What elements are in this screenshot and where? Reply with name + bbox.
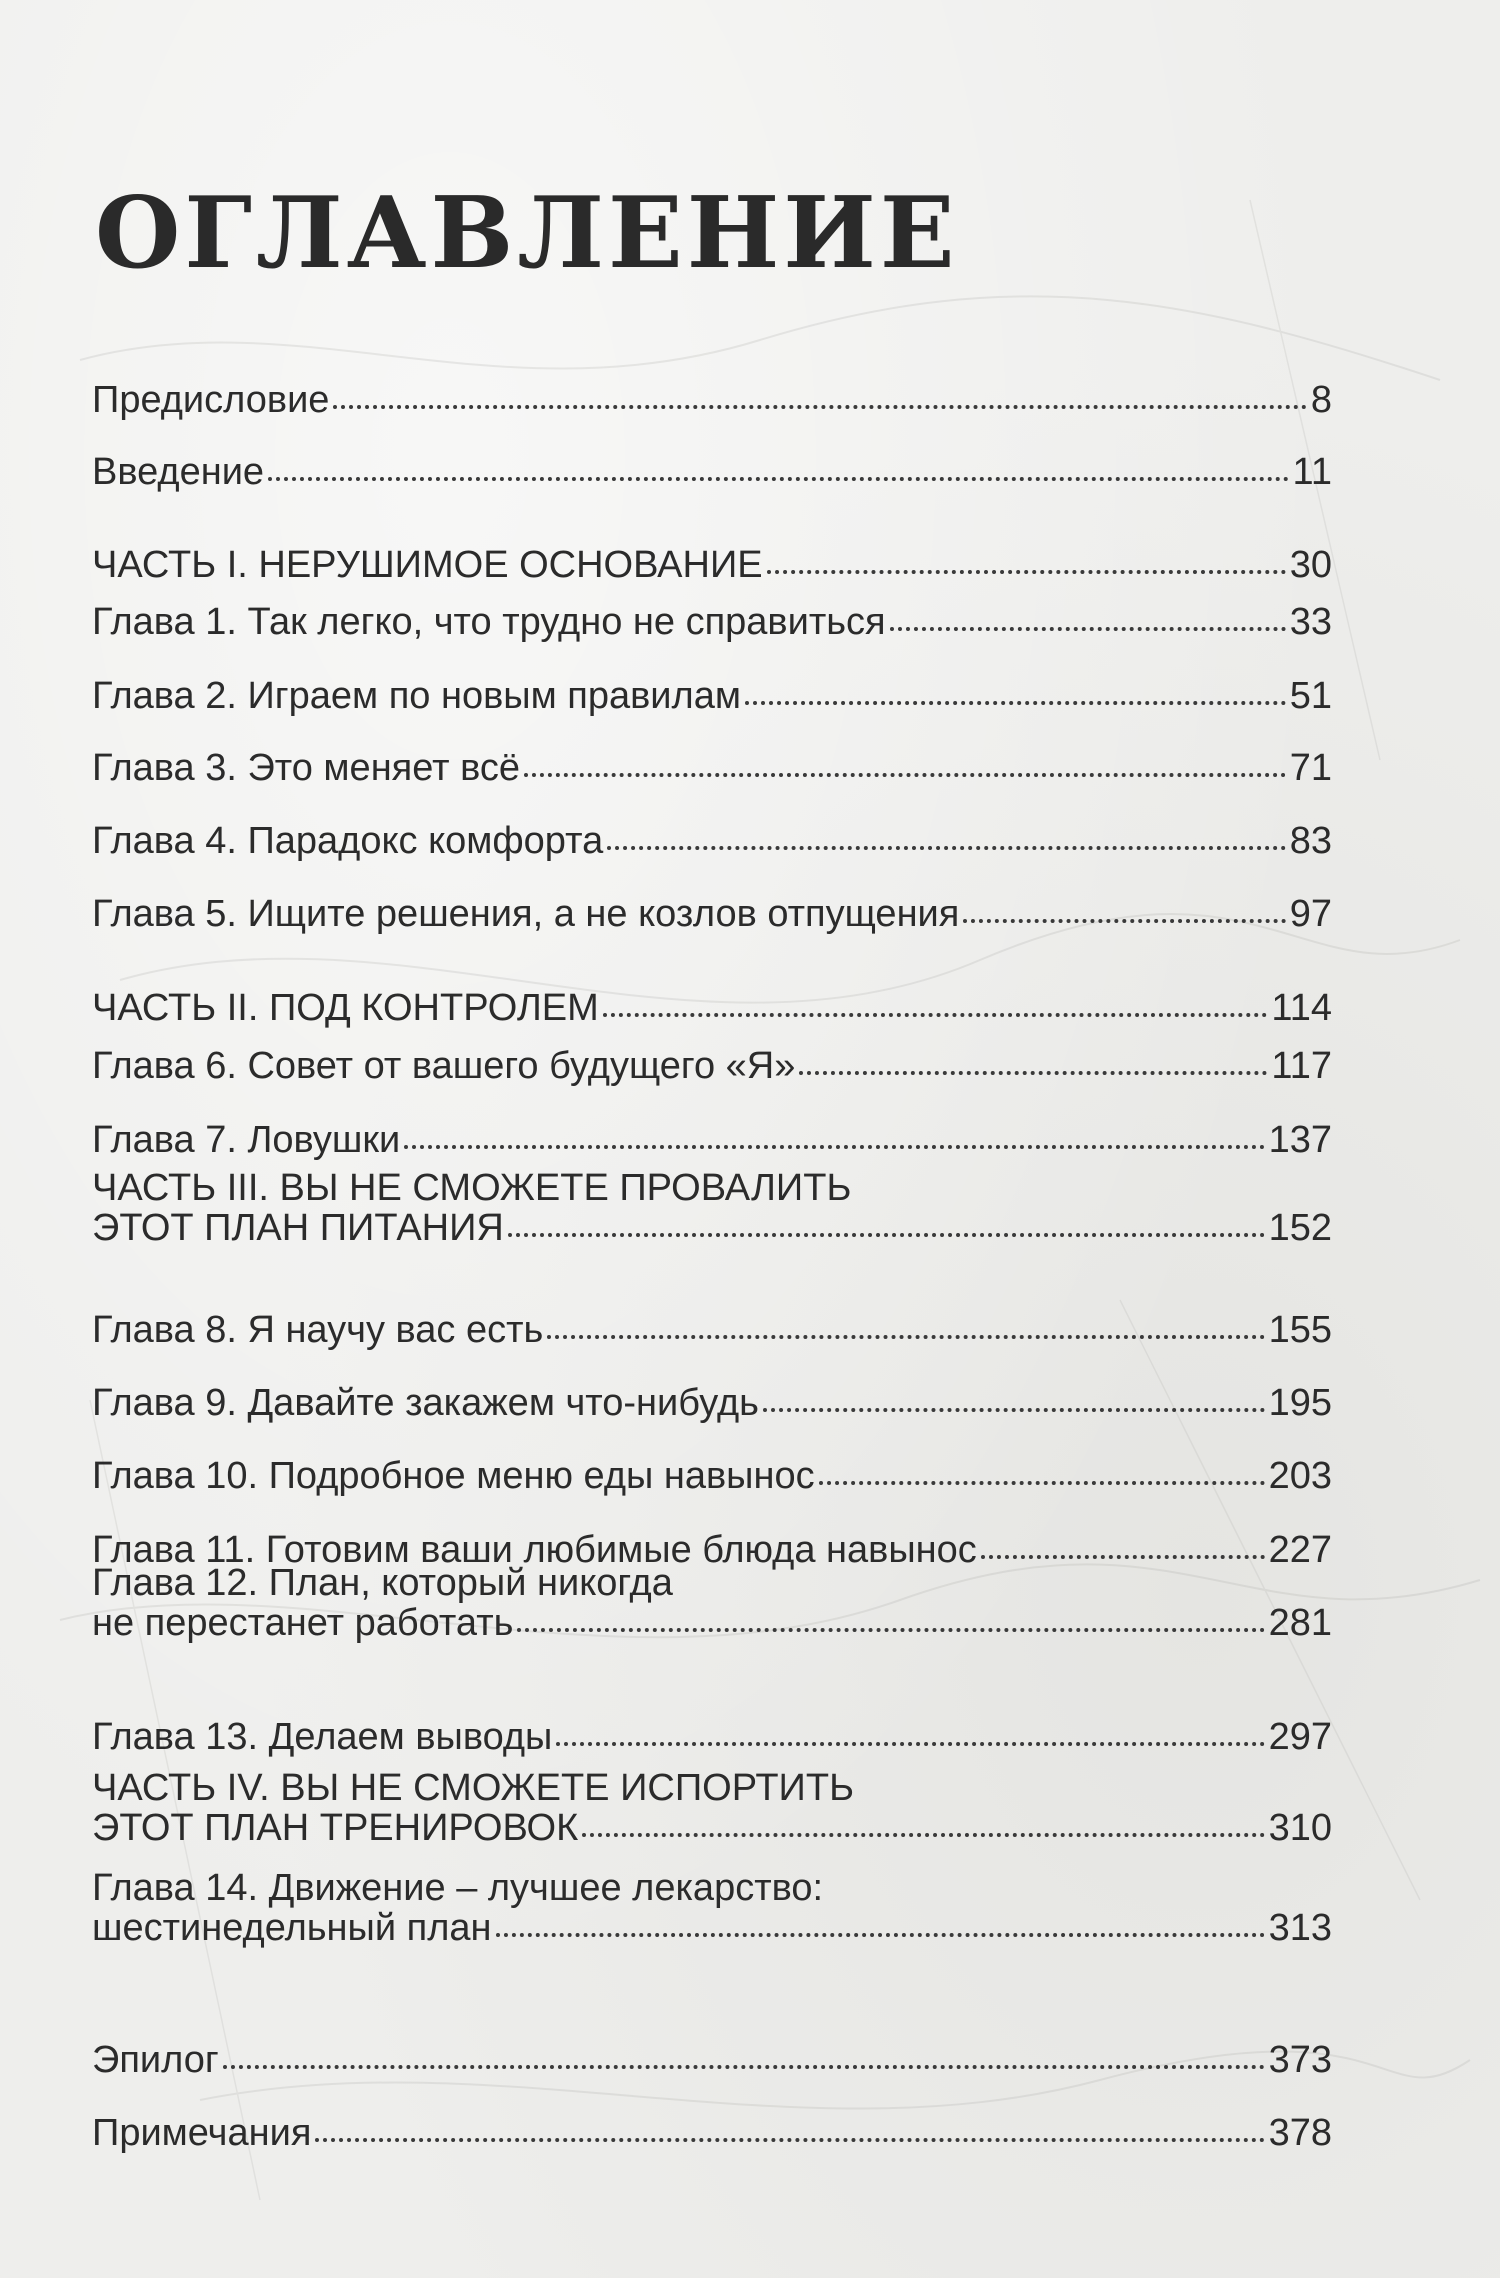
page-number: 8	[1310, 379, 1332, 421]
toc-entry-title: Предисловие	[92, 379, 330, 421]
dot-leader	[745, 701, 1286, 705]
toc-entry-title: Глава 5. Ищите решения, а не козлов отпущения	[92, 893, 960, 935]
dot-leader	[963, 919, 1285, 923]
page-title: ОГЛАВЛЕНИЕ	[95, 176, 959, 291]
page-number: 313	[1268, 1907, 1332, 1949]
dot-leader	[223, 2065, 1265, 2069]
toc-entry-title: ЭТОТ ПЛАН ПИТАНИЯ	[92, 1207, 504, 1249]
toc-entry-title-line: Глава 14. Движение – лучшее лекарство:	[92, 1867, 824, 1909]
dot-leader	[799, 1071, 1267, 1075]
toc-entry-title-line: Глава 12. План, который никогда	[92, 1562, 673, 1604]
toc-entry-title: Глава 10. Подробное меню еды навынос	[92, 1455, 815, 1497]
page-number: 33	[1289, 601, 1332, 643]
toc-entry-title: Глава 7. Ловушки	[92, 1119, 401, 1161]
toc-entry	[92, 1310, 1332, 1350]
toc-entry-title: Глава 8. Я научу вас есть	[92, 1309, 544, 1351]
toc-entry	[92, 1717, 1332, 1757]
page-number: 114	[1271, 987, 1332, 1029]
dot-leader	[556, 1742, 1264, 1746]
dot-leader	[517, 1628, 1264, 1632]
toc-entry-title: Глава 13. Делаем выводы	[92, 1716, 553, 1758]
toc-entry	[92, 748, 1332, 788]
page-number: 11	[1292, 451, 1332, 493]
page-number: 373	[1268, 2039, 1332, 2081]
dot-leader	[607, 846, 1286, 850]
toc-entry-title: не перестанет работать	[92, 1602, 514, 1644]
toc-entry	[92, 545, 1332, 585]
dot-leader	[890, 627, 1286, 631]
dot-leader	[268, 477, 1288, 481]
page-number: 195	[1268, 1382, 1332, 1424]
page-number: 152	[1268, 1207, 1332, 1249]
toc-entry	[92, 602, 1332, 642]
page-number: 281	[1268, 1602, 1332, 1644]
page-number: 203	[1268, 1455, 1332, 1497]
page-number: 117	[1271, 1045, 1332, 1087]
toc-entry-title: шестинедельный план	[92, 1907, 492, 1949]
page-number: 71	[1289, 747, 1332, 789]
toc-entry-title: ЧАСТЬ II. ПОД КОНТРОЛЕМ	[92, 987, 599, 1029]
toc-entry	[92, 988, 1332, 1028]
toc-entry-title: Глава 3. Это меняет всё	[92, 747, 520, 789]
toc-entry-title: Введение	[92, 451, 265, 493]
dot-leader	[603, 1013, 1268, 1017]
toc-entry-title: ЧАСТЬ I. НЕРУШИМОЕ ОСНОВАНИЕ	[92, 544, 763, 586]
toc-entry	[92, 1768, 1332, 1848]
page-number: 227	[1268, 1529, 1332, 1571]
page-number: 310	[1268, 1807, 1332, 1849]
toc-entry	[92, 1383, 1332, 1423]
page-number: 378	[1268, 2112, 1332, 2154]
dot-leader	[315, 2138, 1264, 2142]
toc-entry	[92, 452, 1332, 492]
toc-entry-title: Глава 6. Совет от вашего будущего «Я»	[92, 1045, 796, 1087]
dot-leader	[496, 1933, 1265, 1937]
toc-entry	[92, 1563, 1332, 1643]
toc-entry	[92, 894, 1332, 934]
dot-leader	[763, 1408, 1265, 1412]
toc-entry	[92, 1868, 1332, 1948]
page-number: 137	[1268, 1119, 1332, 1161]
dot-leader	[767, 570, 1286, 574]
dot-leader	[404, 1145, 1264, 1149]
toc-entry	[92, 2040, 1332, 2080]
page-number: 155	[1268, 1309, 1332, 1351]
page-number: 297	[1268, 1716, 1332, 1758]
page-number: 97	[1289, 893, 1332, 935]
toc-entry-title: Глава 11. Готовим ваши любимые блюда навынос	[92, 1529, 977, 1571]
toc-entry	[92, 1046, 1332, 1086]
dot-leader	[333, 405, 1306, 409]
toc-entry-title: ЭТОТ ПЛАН ТРЕНИРОВОК	[92, 1807, 579, 1849]
toc-entry	[92, 821, 1332, 861]
page-number: 30	[1289, 544, 1332, 586]
toc-entry	[92, 2113, 1332, 2153]
toc-entry	[92, 380, 1332, 420]
dot-leader	[524, 773, 1286, 777]
toc-entry-title: Глава 2. Играем по новым правилам	[92, 675, 741, 717]
toc-entry	[92, 1456, 1332, 1496]
dot-leader	[547, 1335, 1264, 1339]
toc-entry-title-line: ЧАСТЬ IV. ВЫ НЕ СМОЖЕТЕ ИСПОРТИТЬ	[92, 1767, 855, 1809]
toc-entry-title: Примечания	[92, 2112, 312, 2154]
dot-leader	[508, 1233, 1265, 1237]
dot-leader	[819, 1481, 1265, 1485]
dot-leader	[981, 1555, 1265, 1559]
page-number: 83	[1289, 820, 1332, 862]
toc-entry	[92, 676, 1332, 716]
toc-entry-title-line: ЧАСТЬ III. ВЫ НЕ СМОЖЕТЕ ПРОВАЛИТЬ	[92, 1167, 852, 1209]
toc-entry-title: Глава 1. Так легко, что трудно не справиться	[92, 601, 886, 643]
toc-entry	[92, 1120, 1332, 1160]
toc-entry-title: Глава 4. Парадокс комфорта	[92, 820, 604, 862]
page-number: 51	[1289, 675, 1332, 717]
dot-leader	[582, 1833, 1264, 1837]
toc-entry-title: Эпилог	[92, 2039, 219, 2081]
toc-entry	[92, 1168, 1332, 1248]
toc-entry-title: Глава 9. Давайте закажем что-нибудь	[92, 1382, 759, 1424]
